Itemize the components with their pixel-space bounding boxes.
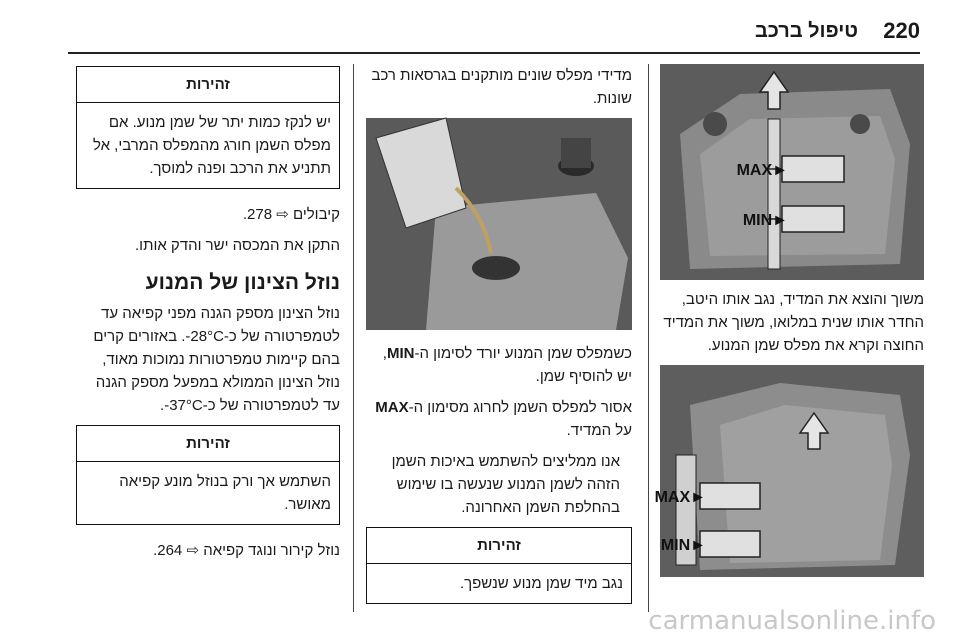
reference-page-number: 278 <box>247 206 273 223</box>
dipstick-photo-1 <box>660 64 924 280</box>
column-right <box>654 64 924 577</box>
capacities-reference[interactable]: קיבולים ⇨ 278. <box>242 206 340 223</box>
warning-box <box>366 527 632 604</box>
min-level-note: כשמפלס שמן המנוע יורד לסימון ה-MIN, יש להוסיף שמן. <box>382 345 632 385</box>
warning-body: נגב מיד שמן מנוע שנשפך. <box>459 575 623 592</box>
warning-body: השתמש אך ורק בנוזל מונע קפיאה מאושר. <box>119 473 331 513</box>
watermark: carmanualsonline.info <box>648 606 936 636</box>
warning-box <box>76 425 340 525</box>
min-mark-label: ►MIN <box>742 212 788 229</box>
reference-page-number: 264 <box>157 542 183 559</box>
min-mark-label: ►MIN <box>660 537 706 554</box>
page-number: 220 <box>883 18 920 43</box>
min-keyword: MIN <box>386 345 415 362</box>
coolant-reference[interactable]: נוזל קירור ונוגד קפיאה ⇨ 264. <box>153 542 340 559</box>
header-rule <box>68 52 920 54</box>
max-mark-label: ►MAX <box>736 162 788 179</box>
dipstick-photo-2 <box>654 365 924 577</box>
arrow-left-icon: ⇨ <box>186 542 200 559</box>
max-keyword: MAX <box>375 399 409 416</box>
arrow-left-icon: ⇨ <box>276 206 289 223</box>
max-mark-label: ►MAX <box>654 489 706 506</box>
warning-box <box>76 66 340 189</box>
max-level-note: אסור למפלס השמן לחרוג מסימון ה-MAX על המדיד. <box>375 399 632 439</box>
dipstick-instructions: משוך והוצא את המדיד, נגב אותו היטב, החדר אותו שנית במלואו, משוך את המדיד החוצה וקרא את מפלס שמן המנוע. <box>663 291 924 354</box>
section-heading: נוזל הצינון של המנוע <box>145 271 340 294</box>
column-middle <box>366 64 632 618</box>
page-header <box>68 18 920 54</box>
column-divider <box>648 64 649 612</box>
dipstick-variants-note: מדידי מפלס שונים מותקנים בגרסאות רכב שונות. <box>371 67 632 107</box>
warning-title: זהירות <box>367 528 631 564</box>
warning-title: זהירות <box>77 67 339 103</box>
coolant-description: נוזל הצינון מספק הגנה מפני קפיאה עד לטמפרטורה של כ-28°C-. באזורים קרים בהם קיימות טמפרטורות נמוכות מאוד, נוזל הצינון הממולא במפעל מספק הגנה עד לטמפרטורה של כ-37°C-. <box>93 305 340 414</box>
oil-filling-photo <box>366 118 632 330</box>
warning-body: יש לנקז כמות יתר של שמן מנוע. אם מפלס השמן חורג מהמפלס המרבי, אל תתניע את הרכב ופנה למוסך. <box>92 114 331 177</box>
column-divider <box>353 64 354 612</box>
oil-quality-recommendation: אנו ממליצים להשתמש באיכות השמן הזהה לשמן המנוע שנעשה בו שימוש בהחלפת השמן האחרונה. <box>391 453 620 516</box>
warning-title: זהירות <box>77 426 339 462</box>
cover-install-note: התקן את המכסה ישר והדק אותו. <box>135 237 340 254</box>
chapter-title: טיפול ברכב <box>754 20 858 42</box>
column-left <box>76 64 340 570</box>
